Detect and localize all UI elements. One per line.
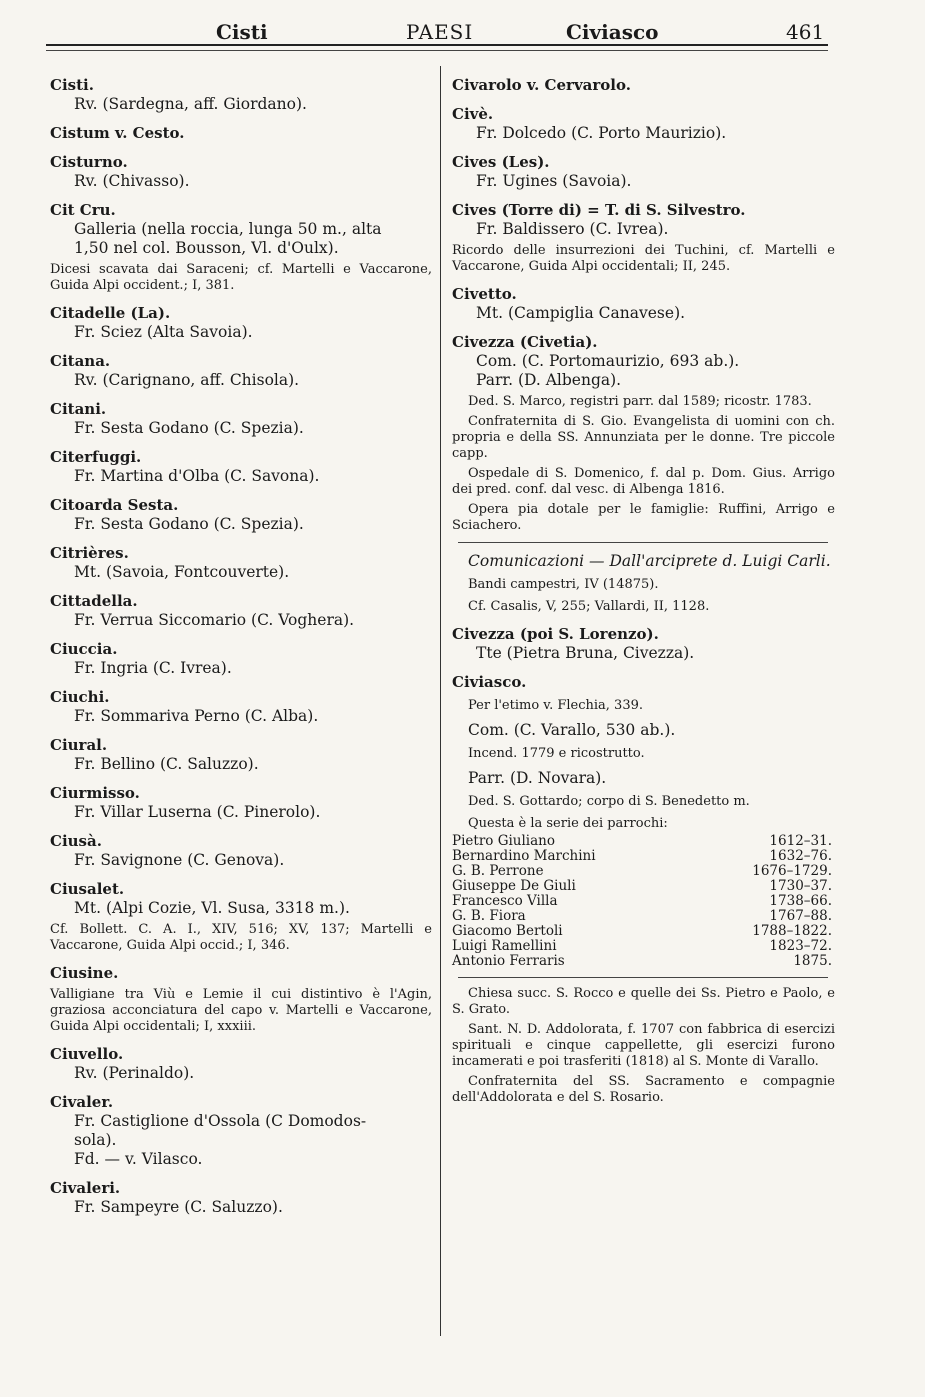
entry-head: Ciural.: [50, 736, 108, 754]
entry-head: Civaler.: [50, 1093, 114, 1111]
header-rule: [46, 44, 828, 46]
entry-line: Fr. Dolcedo (C. Porto Maurizio).: [476, 124, 727, 142]
parroco-name: Bernardino Marchini: [452, 848, 596, 864]
dictionary-entry: [50, 496, 432, 534]
column-divider: [440, 66, 441, 1336]
entry-head: Ciusà.: [50, 832, 102, 850]
parroco-name: Giuseppe De Giuli: [452, 878, 576, 894]
entry-line: Fr. Sesta Godano (C. Spezia).: [74, 419, 304, 437]
entry-paragraph: Ospedale di S. Domenico, f. dal p. Dom. Gius. Arrigo dei pred. conf. dal vesc. di Albenga 1816.: [452, 466, 835, 497]
dictionary-entry: [50, 448, 432, 486]
parroco-name: Francesco Villa: [452, 893, 558, 909]
entry-head: Civiasco.: [452, 673, 527, 691]
parroco-dates: 1632–76.: [769, 848, 832, 864]
entry-line: Mt. (Campiglia Canavese).: [476, 304, 686, 322]
entry-head: Citana.: [50, 352, 111, 370]
entry-paragraph: Confraternita del SS. Sacramento e compagnie dell'Addolorata e del S. Rosario.: [452, 1074, 835, 1105]
left-column: [50, 76, 432, 1227]
entry-head: Citadelle (La).: [50, 304, 171, 322]
entry-line: Fr. Verrua Siccomario (C. Voghera).: [74, 611, 355, 629]
dictionary-entry: [50, 201, 432, 294]
dedicazione: Ded. S. Gottardo; corpo di S. Benedetto m.: [468, 794, 750, 809]
entry-line: Fr. Sciez (Alta Savoia).: [74, 323, 253, 341]
parroco-dates: 1823–72.: [769, 938, 832, 954]
parroco-row: [452, 864, 832, 879]
header-rule-thin: [46, 50, 828, 51]
running-header: [46, 14, 829, 48]
dictionary-entry: [50, 304, 432, 342]
entry-head: Civezza (Civetia).: [452, 333, 598, 351]
entry-line: 1,50 nel col. Bousson, Vl. d'Oulx).: [74, 239, 339, 257]
entry-head: Civezza (poi S. Lorenzo).: [452, 625, 659, 643]
dictionary-entry: [50, 1179, 432, 1217]
entry-line: Rv. (Chivasso).: [74, 172, 190, 190]
entry-head: Cives (Les).: [452, 153, 550, 171]
entry-line: Parr. (D. Albenga).: [476, 371, 622, 389]
entry-head: Civaleri.: [50, 1179, 121, 1197]
entry-head: Cives (Torre di) = T. di S. Silvestro.: [452, 201, 746, 219]
entry-line: Fr. Sesta Godano (C. Spezia).: [74, 515, 304, 533]
dictionary-entry: [50, 964, 432, 1035]
entry-head: Ciusine.: [50, 964, 119, 982]
parroco-name: G. B. Fiora: [452, 908, 526, 924]
entry-note: Cf. Bollett. C. A. I., XIV, 516; XV, 137; Martelli e Vaccarone, Guida Alpi occid.; I, 346.: [50, 922, 432, 953]
parroco-name: Pietro Giuliano: [452, 833, 555, 849]
entry-head: Ciusalet.: [50, 880, 125, 898]
entry-head: Cit Cru.: [50, 201, 116, 219]
parroco-name: Antonio Ferraris: [452, 953, 565, 969]
dictionary-entry: [50, 1093, 432, 1169]
entry-line: Fr. Bellino (C. Saluzzo).: [74, 755, 259, 773]
entry-line: Fr. Sommariva Perno (C. Alba).: [74, 707, 319, 725]
parroco-dates: 1788–1822.: [752, 923, 832, 939]
parroco-dates: 1730–37.: [769, 878, 832, 894]
dictionary-entry: [452, 153, 835, 191]
entry-line: sola).: [74, 1131, 117, 1149]
entry-line: Mt. (Savoia, Fontcouverte).: [74, 563, 290, 581]
parroco-dates: 1767–88.: [769, 908, 832, 924]
right-column: [452, 76, 835, 1116]
citation: Cf. Casalis, V, 255; Vallardi, II, 1128.: [468, 599, 710, 614]
parrocchia: Parr. (D. Novara).: [468, 769, 607, 787]
entry-note: Dicesi scavata dai Saraceni; cf. Martelli e Vaccarone, Guida Alpi occident.; I, 381.: [50, 262, 432, 293]
entry-civezza: [452, 333, 835, 615]
parroco-row: [452, 924, 832, 939]
entry-paragraph: Ded. S. Marco, registri parr. dal 1589; ricostr. 1783.: [468, 394, 812, 409]
parroco-dates: 1875.: [793, 953, 832, 969]
parroco-row: [452, 849, 832, 864]
entry-note: Ricordo delle insurrezioni dei Tuchini, cf. Martelli e Vaccarone, Guida Alpi occidentali; II, 245.: [452, 243, 835, 274]
serie-intro: Questa è la serie dei parrochi:: [468, 816, 668, 831]
entry-line: Rv. (Carignano, aff. Chisola).: [74, 371, 300, 389]
entry-line: Fr. Baldissero (C. Ivrea).: [476, 220, 669, 238]
entry-paragraph: Chiesa succ. S. Rocco e quelle dei Ss. Pietro e Paolo, e S. Grato.: [452, 986, 835, 1017]
dictionary-entry: [452, 76, 835, 95]
entry-note: Valligiane tra Viù e Lemie il cui distintivo è l'Agin, graziosa acconciatura del capo v. Martelli e Vaccarone, Guida Alpi occidentali; I, xxxiii.: [50, 987, 432, 1034]
entry-line: Com. (C. Portomaurizio, 693 ab.).: [476, 352, 740, 370]
entry-head: Civarolo v. Cervarolo.: [452, 76, 631, 94]
entry-line: Rv. (Perinaldo).: [74, 1064, 195, 1082]
parroco-dates: 1612–31.: [769, 833, 832, 849]
dictionary-entry: [50, 1045, 432, 1083]
comune: Com. (C. Varallo, 530 ab.).: [468, 721, 676, 739]
entry-head: Cittadella.: [50, 592, 138, 610]
entry-head: Civetto.: [452, 285, 517, 303]
parroco-row: [452, 834, 832, 849]
dictionary-entry: [50, 400, 432, 438]
entry-line: Tte (Pietra Bruna, Civezza).: [476, 644, 695, 662]
parroco-name: Luigi Ramellini: [452, 938, 557, 954]
entry-line: Fr. Ugines (Savoia).: [476, 172, 632, 190]
bandi: Bandi campestri, IV (14875).: [468, 577, 659, 592]
entry-head: Ciuchi.: [50, 688, 110, 706]
entry-head: Citerfuggi.: [50, 448, 142, 466]
incendio: Incend. 1779 e ricostrutto.: [468, 746, 645, 761]
dictionary-entry: [50, 592, 432, 630]
right-entries-top: [452, 76, 835, 323]
parroco-row: [452, 909, 832, 924]
parroco-row: [452, 939, 832, 954]
entry-head: Ciuccia.: [50, 640, 118, 658]
parrochi-table: [452, 834, 832, 969]
header-left-word: Cisti: [216, 20, 268, 44]
entry-head: Citrières.: [50, 544, 129, 562]
entry-head: Citoarda Sesta.: [50, 496, 179, 514]
entry-line: Galleria (nella roccia, lunga 50 m., alta: [74, 220, 382, 238]
etimo: Per l'etimo v. Flechia, 339.: [468, 698, 644, 713]
entry-civiasco: [452, 673, 835, 1106]
entry-head: Ciuvello.: [50, 1045, 124, 1063]
dictionary-entry: [50, 153, 432, 191]
dictionary-entry: [50, 640, 432, 678]
dictionary-entry: [452, 105, 835, 143]
dictionary-entry: [50, 688, 432, 726]
section-separator: [458, 542, 828, 543]
entry-head: Ciurmisso.: [50, 784, 140, 802]
header-right-word: Civiasco: [566, 20, 659, 44]
parroco-row: [452, 894, 832, 909]
entry-paragraph: Opera pia dotale per le famiglie: Ruffini, Arrigo e Sciachero.: [452, 502, 835, 533]
entry-line: Fr. Villar Luserna (C. Pinerolo).: [74, 803, 321, 821]
entry-line: Fr. Ingria (C. Ivrea).: [74, 659, 232, 677]
header-center-word: PAESI: [406, 20, 474, 44]
dictionary-entry: [452, 285, 835, 323]
dictionary-entry: [50, 736, 432, 774]
entry-head: Civè.: [452, 105, 494, 123]
parroco-name: G. B. Perrone: [452, 863, 544, 879]
entry-line: Fr. Sampeyre (C. Saluzzo).: [74, 1198, 283, 1216]
entry-line: Rv. (Sardegna, aff. Giordano).: [74, 95, 307, 113]
entry-line: Fr. Martina d'Olba (C. Savona).: [74, 467, 320, 485]
dictionary-entry: [50, 880, 432, 954]
entry-head: Cistum v. Cesto.: [50, 124, 185, 142]
dictionary-entry: [50, 352, 432, 390]
dictionary-entry: [50, 76, 432, 114]
dictionary-entry: [50, 544, 432, 582]
dictionary-entry: [50, 784, 432, 822]
entry-head: Citani.: [50, 400, 107, 418]
entry-line: Fr. Castiglione d'Ossola (C Domodos-: [74, 1112, 367, 1130]
entry-line: Mt. (Alpi Cozie, Vl. Susa, 3318 m.).: [74, 899, 350, 917]
dictionary-entry: [50, 124, 432, 143]
parroco-row: [452, 954, 832, 969]
parroco-row: [452, 879, 832, 894]
section-separator: [458, 977, 828, 978]
page-number: 461: [786, 20, 825, 44]
comunicazioni: Comunicazioni — Dall'arciprete d. Luigi Carli.: [468, 552, 831, 570]
entry-paragraph: Confraternita di S. Gio. Evangelista di uomini con ch. propria e della SS. Annunziata per le donne. Tre piccole capp.: [452, 414, 835, 461]
entry-head: Cisti.: [50, 76, 94, 94]
dictionary-entry: [452, 201, 835, 275]
parroco-name: Giacomo Bertoli: [452, 923, 563, 939]
entry-paragraph: Sant. N. D. Addolorata, f. 1707 con fabbrica di esercizi spirituali e cinque cappellette, gli esercizi furono incamerati e poi trasferiti (1818) al S. Monte di Varallo.: [452, 1022, 835, 1069]
entry-line: Fd. — v. Vilasco.: [74, 1150, 203, 1168]
parroco-dates: 1676–1729.: [752, 863, 832, 879]
parroco-dates: 1738–66.: [769, 893, 832, 909]
entry-line: Fr. Savignone (C. Genova).: [74, 851, 285, 869]
dictionary-entry: [50, 832, 432, 870]
entry-civezza-lorenzo: [452, 625, 835, 663]
entry-head: Cisturno.: [50, 153, 128, 171]
